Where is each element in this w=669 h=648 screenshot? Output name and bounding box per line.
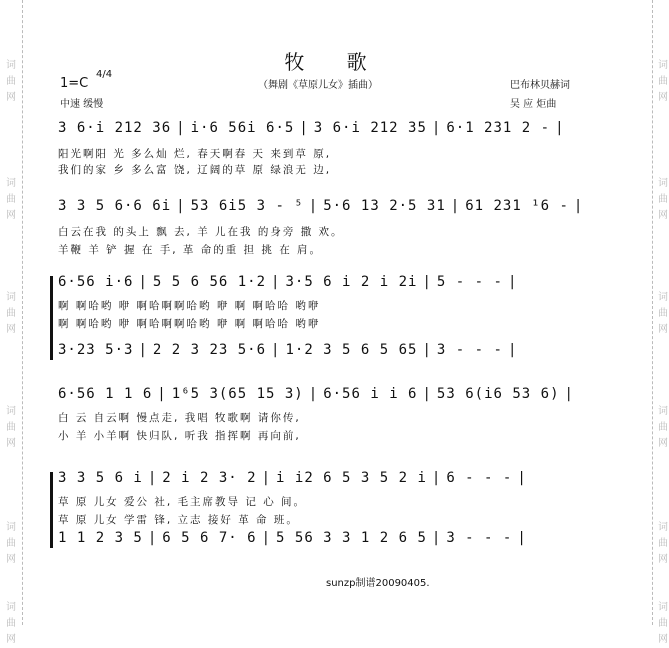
right-margin-line bbox=[652, 0, 653, 625]
measure: 6·56 i·6 bbox=[58, 274, 134, 290]
footer-credit: sunzp制谱20090405. bbox=[326, 578, 430, 589]
side-watermark: 词 曲 网 bbox=[658, 602, 668, 645]
barline: | bbox=[422, 386, 432, 402]
left-margin-line bbox=[22, 0, 23, 625]
barline: | bbox=[299, 120, 309, 136]
measure: i i2 6 5 3 5 2 i bbox=[276, 470, 427, 486]
barline: | bbox=[422, 274, 432, 290]
side-watermark: 词 曲 网 bbox=[6, 522, 16, 565]
lyric-verse-2: 小 羊 小羊啊 快归队, 听我 指挥啊 再向前, bbox=[58, 430, 301, 442]
side-watermark: 词 曲 网 bbox=[6, 178, 16, 221]
time-signature: 4/4 bbox=[96, 69, 113, 80]
melody-line bbox=[58, 120, 570, 136]
harmony-line bbox=[58, 530, 532, 546]
side-watermark: 词 曲 网 bbox=[658, 60, 668, 103]
measure: 6·56 1 1 6 bbox=[58, 386, 153, 402]
barline: | bbox=[573, 198, 584, 214]
barline: | bbox=[431, 120, 442, 136]
barline: | bbox=[517, 530, 527, 546]
measure: 1 1 2 3 5 bbox=[58, 530, 143, 546]
barline: | bbox=[147, 530, 158, 546]
key-signature: 1=C bbox=[60, 76, 89, 91]
measure: 6 - - - bbox=[446, 470, 513, 486]
barline: | bbox=[271, 342, 281, 358]
subtitle: （舞剧《草原儿女》插曲） bbox=[258, 80, 378, 91]
lyric-verse-1: 阳光啊阳 光 多么灿 烂, 春天啊春 天 来到草 原, bbox=[58, 148, 332, 160]
melody-line bbox=[58, 386, 579, 402]
barline: | bbox=[271, 274, 281, 290]
measure: 3 - - - bbox=[436, 342, 503, 358]
composer: 吴 应 炬曲 bbox=[510, 99, 557, 110]
measure: 3 6·i 212 36 bbox=[58, 120, 172, 136]
measure: 5·6 13 2·5 31 bbox=[323, 198, 446, 214]
melody-line bbox=[58, 198, 588, 214]
barline: | bbox=[517, 470, 527, 486]
lyric-verse-2: 我们的家 乡 多么富 饶, 辽阔的草 原 绿浪无 边, bbox=[58, 164, 332, 176]
measure: i·6 56i 6·5 bbox=[190, 120, 295, 136]
barline: | bbox=[308, 198, 319, 214]
lyric-verse-2: 羊鞭 羊 铲 握 在 手, 革 命的重 担 挑 在 肩。 bbox=[58, 244, 323, 256]
measure: 1·2 3 5 6 5 65 bbox=[285, 342, 418, 358]
barline: | bbox=[138, 274, 148, 290]
side-watermark: 词 曲 网 bbox=[6, 602, 16, 645]
measure: 53 6i5 3 - ⁵ bbox=[190, 198, 304, 214]
barline: | bbox=[422, 342, 432, 358]
system-bracket bbox=[50, 276, 53, 360]
harmony-line bbox=[58, 342, 522, 358]
lyric-verse-2: 啊 啊哈哟 咿 啊哈啊啊哈哟 咿 啊 啊哈哈 哟咿 bbox=[58, 318, 321, 330]
barline: | bbox=[176, 198, 186, 214]
measure: 61 231 ¹6 - bbox=[465, 198, 569, 214]
lyric-verse-1: 白 云 自云啊 慢点走, 我唱 牧歌啊 请你传, bbox=[58, 412, 301, 424]
barline: | bbox=[564, 386, 574, 402]
measure: 2 i 2 3· 2 bbox=[162, 470, 257, 486]
barline: | bbox=[555, 120, 565, 136]
tempo-marking: 中速 缓慢 bbox=[60, 99, 104, 110]
side-watermark: 词 曲 网 bbox=[6, 292, 16, 335]
lyric-verse-1: 白云在我 的头上 飘 去, 羊 儿在我 的身旁 撒 欢。 bbox=[58, 226, 344, 238]
system-bracket bbox=[50, 472, 53, 548]
side-watermark: 词 曲 网 bbox=[6, 60, 16, 103]
side-watermark: 词 曲 网 bbox=[658, 406, 668, 449]
measure: 1⁶5 3(65 15 3) bbox=[171, 386, 304, 402]
measure: 6·1 231 2 - bbox=[446, 120, 551, 136]
barline: | bbox=[157, 386, 167, 402]
measure: 3·23 5·3 bbox=[58, 342, 134, 358]
side-watermark: 词 曲 网 bbox=[658, 292, 668, 335]
measure: 2 2 3 23 5·6 bbox=[152, 342, 267, 358]
side-watermark: 词 曲 网 bbox=[6, 406, 16, 449]
barline: | bbox=[176, 120, 186, 136]
measure: 3·5 6 i 2 i 2i bbox=[285, 274, 418, 290]
side-watermark: 词 曲 网 bbox=[658, 178, 668, 221]
measure: 6·56 i i 6 bbox=[323, 386, 418, 402]
barline: | bbox=[261, 530, 272, 546]
measure: 3 6·i 212 35 bbox=[313, 120, 427, 136]
measure: 6 5 6 7· 6 bbox=[162, 530, 257, 546]
measure: 5 56 3 3 1 2 6 5 bbox=[276, 530, 427, 546]
melody-line bbox=[58, 274, 522, 290]
barline: | bbox=[147, 470, 158, 486]
barline: | bbox=[507, 342, 518, 358]
measure: 5 - - - bbox=[436, 274, 503, 290]
barline: | bbox=[507, 274, 518, 290]
barline: | bbox=[261, 470, 272, 486]
barline: | bbox=[450, 198, 461, 214]
barline: | bbox=[138, 342, 148, 358]
melody-line bbox=[58, 470, 532, 486]
measure: 3 - - - bbox=[446, 530, 513, 546]
measure: 3 3 5 6 i bbox=[58, 470, 143, 486]
measure: 3 3 5 6·6 6i bbox=[58, 198, 172, 214]
barline: | bbox=[308, 386, 319, 402]
measure: 53 6(i6 53 6) bbox=[436, 386, 560, 402]
song-title: 牧 歌 bbox=[284, 50, 385, 74]
lyric-verse-2: 草 原 儿女 学雷 锋, 立志 接好 革 命 班。 bbox=[58, 514, 299, 526]
lyric-verse-1: 草 原 儿女 爱公 社, 毛主席教导 记 心 间。 bbox=[58, 496, 307, 508]
barline: | bbox=[431, 470, 442, 486]
lyricist: 巴布林贝赫词 bbox=[510, 80, 570, 91]
measure: 5 5 6 56 1·2 bbox=[152, 274, 267, 290]
side-watermark: 词 曲 网 bbox=[658, 522, 668, 565]
lyric-verse-1: 啊 啊哈哟 咿 啊哈啊啊哈哟 咿 啊 啊哈哈 哟咿 bbox=[58, 300, 321, 312]
barline: | bbox=[431, 530, 442, 546]
